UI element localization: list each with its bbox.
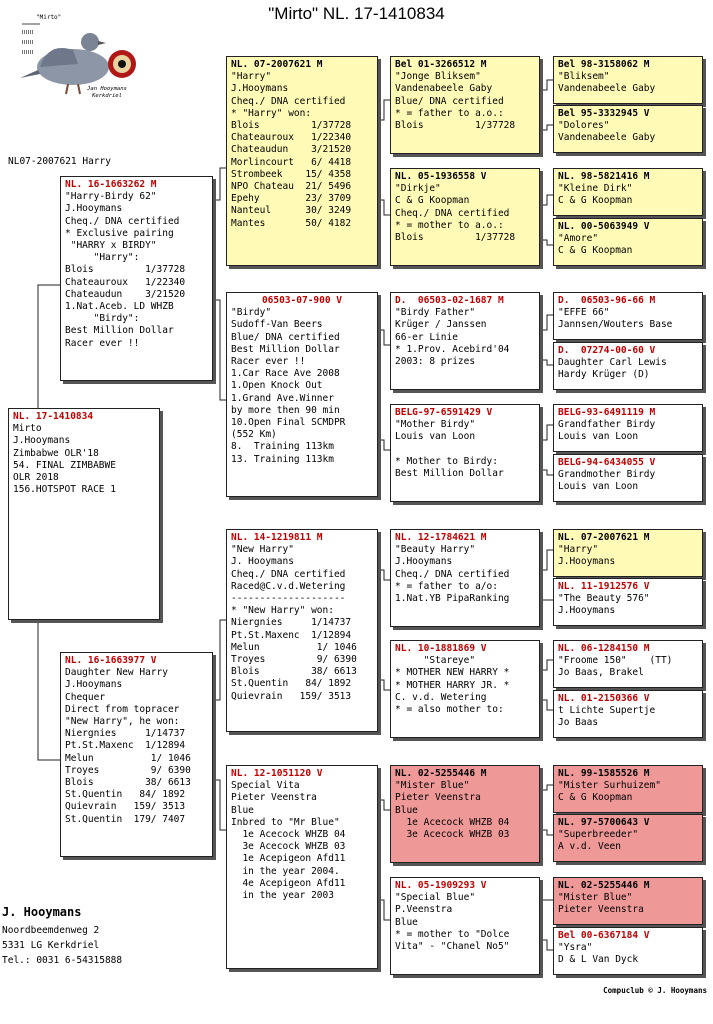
mff-lines bbox=[395, 544, 535, 605]
pedigree-line: Louis van Loon bbox=[558, 481, 639, 493]
pedigree-line: * MOTHER NEW HARRY * bbox=[395, 667, 510, 679]
g2-card bbox=[553, 105, 703, 153]
mmf-lines bbox=[395, 780, 535, 841]
pedigree-line: Raced@C.v.d.Wetering bbox=[231, 580, 346, 592]
g16-lines bbox=[558, 942, 698, 966]
pedigree-line: Niergnies 1/14737 bbox=[231, 617, 352, 629]
subject-card bbox=[8, 408, 160, 620]
pedigree-line: 1.Nat.YB PipaRanking bbox=[395, 593, 510, 605]
pedigree-line: 66-er Linie bbox=[395, 331, 458, 343]
pedigree-line: Blois 1/37728 bbox=[395, 120, 516, 132]
pedigree-line: Pt.St.Maxenc 1/12894 bbox=[231, 629, 352, 641]
logo-caption: Jan Hooymans Kerkdriel bbox=[87, 86, 127, 99]
pedigree-line: St.Quentin 84/ 1892 bbox=[65, 789, 186, 801]
pedigree-line: * = also mother to: bbox=[395, 704, 504, 716]
g11-ring-number: NL. 06-1284150 M bbox=[558, 643, 650, 654]
pedigree-line: Blue bbox=[395, 804, 418, 816]
g6-ring-number: D. 07274-00-60 V bbox=[558, 345, 656, 356]
pedigree-line: Chateaudun 3/21520 bbox=[65, 288, 186, 300]
mf-lines bbox=[231, 544, 373, 703]
pedigree-line: Blois 38/ 6613 bbox=[231, 666, 357, 678]
pedigree-line: J.Hooymans bbox=[13, 435, 71, 447]
pedigree-line: J.Hooymans bbox=[231, 83, 289, 95]
pedigree-line: 8. Training 113km bbox=[231, 441, 334, 453]
fmf-ring-number: D. 06503-02-1687 M bbox=[395, 295, 504, 306]
pedigree-line: Cheq./ DNA certified bbox=[395, 568, 510, 580]
pedigree-line: Louis van Loon bbox=[558, 431, 639, 443]
ff-ring-number: NL. 07-2007621 M bbox=[231, 59, 323, 70]
pedigree-line: Cheq./ DNA certified bbox=[395, 207, 510, 219]
g4-card bbox=[553, 218, 703, 266]
pedigree-line: Blois 38/ 6613 bbox=[65, 777, 191, 789]
mm-ring-number: NL. 12-1051120 V bbox=[231, 768, 323, 779]
fmm-lines bbox=[395, 419, 535, 480]
pedigree-line: Blue bbox=[395, 916, 418, 928]
ffm-card bbox=[390, 168, 540, 266]
pedigree-line: "Superbreeder" bbox=[558, 829, 639, 841]
pedigree-line: "Bliksem" bbox=[558, 71, 610, 83]
g9-ring-number: NL. 07-2007621 M bbox=[558, 532, 650, 543]
pedigree-line: Daughter New Harry bbox=[65, 667, 168, 679]
g6-card bbox=[553, 342, 703, 390]
pedigree-line: Blois 1/37728 bbox=[231, 120, 352, 132]
pedigree-line: * Mother to Birdy: bbox=[395, 455, 498, 467]
pedigree-line: "New Harry" bbox=[231, 544, 294, 556]
g13-card bbox=[553, 765, 703, 813]
pedigree-line: Racer ever !! bbox=[231, 356, 306, 368]
pedigree-line: 10.Open Final SCMDPR bbox=[231, 417, 346, 429]
pedigree-line: 13. Training 113km bbox=[231, 453, 334, 465]
fmf-card bbox=[390, 292, 540, 390]
pedigree-line: Chequer bbox=[65, 691, 106, 703]
subject-lines bbox=[13, 423, 155, 496]
pedigree-line: J.Hooymans bbox=[558, 556, 616, 568]
g6-lines bbox=[558, 357, 698, 381]
pedigree-line: Melun 1/ 1046 bbox=[231, 641, 357, 653]
pedigree-line: Epehy 23/ 3709 bbox=[231, 193, 352, 205]
pedigree-line: Troyes 9/ 6390 bbox=[231, 654, 357, 666]
pedigree-line: Grandfather Birdy bbox=[558, 419, 656, 431]
pedigree-line: * = father to a/o: bbox=[395, 580, 498, 592]
pedigree-line: Quievrain 159/ 3513 bbox=[65, 801, 186, 813]
g15-card bbox=[553, 877, 703, 925]
pedigree-line: Nanteul 30/ 3249 bbox=[231, 205, 352, 217]
g9-card bbox=[553, 529, 703, 577]
pedigree-line: Vandenabeele Gaby bbox=[558, 83, 656, 95]
pedigree-line: Jo Baas bbox=[558, 717, 599, 729]
pedigree-line: J.Hooymans bbox=[65, 679, 123, 691]
pedigree-line: Direct from topracer bbox=[65, 703, 180, 715]
fff-lines bbox=[395, 71, 535, 132]
logo-top-text: "Mirto" bbox=[36, 14, 62, 21]
pedigree-line: J.Hooymans bbox=[65, 203, 123, 215]
fmm-ring-number: BELG-97-6591429 V bbox=[395, 407, 493, 418]
pedigree-line: * = father to a.o.: bbox=[395, 107, 504, 119]
pedigree-line: NPO Chateau 21/ 5496 bbox=[231, 181, 352, 193]
g7-lines bbox=[558, 419, 698, 443]
breeder-address-line1: Noordbeemdenweg 2 bbox=[2, 925, 100, 936]
pedigree-line: "Harry-Birdy 62" bbox=[65, 191, 157, 203]
pedigree-line: "Stareye" bbox=[395, 655, 476, 667]
pedigree-line: Special Vita bbox=[231, 780, 300, 792]
ffm-lines bbox=[395, 183, 535, 244]
g1-ring-number: Bel 98-3158062 M bbox=[558, 59, 650, 70]
pedigree-line: 3e Acecock WHZB 03 bbox=[395, 829, 510, 841]
pedigree-line: Cheq./ DNA certified bbox=[65, 215, 180, 227]
pedigree-line: Zimbabwe OLR'18 bbox=[13, 447, 99, 459]
pedigree-line: 1.Grand Ave.Winner bbox=[231, 392, 334, 404]
pedigree-line: Cheq./ DNA certified bbox=[231, 95, 346, 107]
g15-ring-number: NL. 02-5255446 M bbox=[558, 880, 650, 891]
pedigree-line: Pt.St.Maxenc 1/12894 bbox=[65, 740, 186, 752]
pedigree-line: Best Million Dollar bbox=[65, 325, 174, 337]
mfm-card bbox=[390, 640, 540, 738]
fmm-card bbox=[390, 404, 540, 502]
mother-card bbox=[60, 652, 213, 857]
g1-card bbox=[553, 56, 703, 104]
pedigree-line: Jo Baas, Brakel bbox=[558, 667, 644, 679]
pedigree-line: * "New Harry" won: bbox=[231, 605, 334, 617]
pedigree-line: D & L Van Dyck bbox=[558, 954, 639, 966]
g4-ring-number: NL. 00-5063949 V bbox=[558, 221, 650, 232]
pedigree-line: Hardy Krüger (D) bbox=[558, 369, 650, 381]
pedigree-line: Quievrain 159/ 3513 bbox=[231, 690, 352, 702]
mfm-ring-number: NL. 10-1881869 V bbox=[395, 643, 487, 654]
pedigree-line bbox=[395, 444, 535, 456]
breeder-phone: Tel.: 0031 6-54315888 bbox=[2, 955, 123, 966]
g16-ring-number: Bel 00-6367184 V bbox=[558, 930, 650, 941]
pedigree-line: in the year 2004. bbox=[231, 865, 340, 877]
pedigree-line: A v.d. Veen bbox=[558, 841, 621, 853]
pedigree-line: Pieter Veenstra bbox=[395, 792, 481, 804]
pedigree-line: * = mother to "Dolce bbox=[395, 928, 510, 940]
g13-lines bbox=[558, 780, 698, 804]
g11-lines bbox=[558, 655, 698, 679]
mother-ring-number: NL. 16-1663977 V bbox=[65, 655, 157, 666]
g10-ring-number: NL. 11-1912576 V bbox=[558, 581, 650, 592]
pedigree-line: Vandenabeele Gaby bbox=[558, 132, 656, 144]
pedigree-line: Pieter Veenstra bbox=[231, 792, 317, 804]
pedigree-line: (552 Km) bbox=[231, 429, 277, 441]
pedigree-line: * "Harry" won: bbox=[231, 107, 312, 119]
pedigree-line: 1e Acecock WHZB 04 bbox=[395, 816, 510, 828]
pedigree-line: C & G Koopman bbox=[395, 195, 470, 207]
pedigree-line: Sudoff-Van Beers bbox=[231, 319, 323, 331]
g8-card bbox=[553, 454, 703, 502]
fm-ring-number: 06503-07-900 V bbox=[261, 295, 343, 306]
pedigree-line: OLR 2018 bbox=[13, 472, 59, 484]
g2-lines bbox=[558, 120, 698, 144]
g11-card bbox=[553, 640, 703, 688]
pedigree-line: "Amore" bbox=[558, 233, 599, 245]
pedigree-line: "Kleine Dirk" bbox=[558, 183, 633, 195]
pedigree-line: 1e Acepigeon Afd11 bbox=[231, 853, 346, 865]
g8-ring-number: BELG-94-6434055 V bbox=[558, 457, 656, 468]
pedigree-line: "HARRY x BIRDY" bbox=[65, 240, 157, 252]
father-ring-number: NL. 16-1663262 M bbox=[65, 179, 157, 190]
pedigree-line: Morlincourt 6/ 4418 bbox=[231, 156, 352, 168]
g14-lines bbox=[558, 829, 698, 853]
g14-ring-number: NL. 97-5700643 V bbox=[558, 817, 650, 828]
pedigree-line: 156.HOTSPOT RACE 1 bbox=[13, 484, 116, 496]
g15-lines bbox=[558, 892, 698, 916]
pedigree-line: Best Million Dollar bbox=[395, 468, 504, 480]
pedigree-line: "Mother Birdy" bbox=[395, 419, 476, 431]
pedigree-line: P.Veenstra bbox=[395, 904, 453, 916]
mff-ring-number: NL. 12-1784621 M bbox=[395, 532, 487, 543]
g5-card bbox=[553, 292, 703, 340]
pedigree-line: in the year 2003 bbox=[231, 890, 334, 902]
pedigree-line: "Birdy" bbox=[231, 307, 272, 319]
pedigree-line: Blois 1/37728 bbox=[395, 232, 516, 244]
g12-lines bbox=[558, 705, 698, 729]
mmf-card bbox=[390, 765, 540, 863]
pedigree-line: J.Hooymans bbox=[395, 556, 453, 568]
pedigree-line: "The Beauty 576" bbox=[558, 593, 650, 605]
pedigree-line: * MOTHER HARRY JR. * bbox=[395, 679, 510, 691]
g1-lines bbox=[558, 71, 698, 95]
pedigree-line: Pieter Veenstra bbox=[558, 904, 644, 916]
fff-ring-number: Bel 01-3266512 M bbox=[395, 59, 487, 70]
pedigree-line: "Jonge Bliksem" bbox=[395, 71, 481, 83]
pedigree-line: Troyes 9/ 6390 bbox=[65, 764, 191, 776]
mf-card bbox=[226, 529, 378, 732]
mm-lines bbox=[231, 780, 373, 902]
fm-lines bbox=[231, 307, 373, 466]
pedigree-line: Inbred to "Mr Blue" bbox=[231, 816, 340, 828]
mf-ring-number: NL. 14-1219811 M bbox=[231, 532, 323, 543]
fff-card bbox=[390, 56, 540, 154]
pedigree-line: 1.Nat.Aceb. LD WHZB bbox=[65, 301, 174, 313]
pedigree-line: Cheq./ DNA certified bbox=[231, 568, 346, 580]
g7-ring-number: BELG-93-6491119 M bbox=[558, 407, 656, 418]
pedigree-line: "Harry" bbox=[231, 71, 272, 83]
pedigree-line: * Exclusive pairing bbox=[65, 227, 174, 239]
page-title: "Mirto" NL. 17-1410834 bbox=[268, 4, 445, 23]
copyright-credit: Compuclub © J. Hooymans bbox=[603, 986, 707, 995]
mff-card bbox=[390, 529, 540, 627]
pedigree-line: * 1.Prov. Acebird'04 bbox=[395, 343, 510, 355]
pedigree-line: Jannsen/Wouters Base bbox=[558, 319, 673, 331]
pedigree-line: Chateauroux 1/22340 bbox=[65, 276, 186, 288]
pedigree-line: Mantes 50/ 4182 bbox=[231, 217, 352, 229]
link-id: NL07-2007621 Harry bbox=[8, 156, 111, 167]
pedigree-line: t Lichte Supertje bbox=[558, 705, 656, 717]
pedigree-line: C. v.d. Wetering bbox=[395, 691, 487, 703]
pedigree-line: 1.Open Knock Out bbox=[231, 380, 323, 392]
ffm-ring-number: NL. 05-1936558 V bbox=[395, 171, 487, 182]
pedigree-line: Grandmother Birdy bbox=[558, 469, 656, 481]
pedigree-line: "Mister Blue" bbox=[558, 892, 633, 904]
g3-ring-number: NL. 98-5821416 M bbox=[558, 171, 650, 182]
pedigree-line: "Dirkje" bbox=[395, 183, 441, 195]
pedigree-line: Louis van Loon bbox=[395, 431, 476, 443]
pedigree-line: Chateauroux 1/22340 bbox=[231, 132, 352, 144]
pedigree-line: "Harry" bbox=[558, 544, 599, 556]
pedigree-line: "Mister Blue" bbox=[395, 780, 470, 792]
pedigree-line: "Froome 150" (TT) bbox=[558, 655, 673, 667]
g13-ring-number: NL. 99-1585526 M bbox=[558, 768, 650, 779]
pedigree-line: Blue bbox=[231, 804, 254, 816]
mother-lines bbox=[65, 667, 208, 826]
pedigree-line: Racer ever !! bbox=[65, 337, 140, 349]
pedigree-line: "Dolores" bbox=[558, 120, 610, 132]
pedigree-line: Blue/ DNA certified bbox=[231, 331, 340, 343]
g16-card bbox=[553, 927, 703, 975]
pedigree-line: Krüger / Janssen bbox=[395, 319, 487, 331]
pedigree-line: 54. FINAL ZIMBABWE bbox=[13, 459, 116, 471]
pedigree-line: Vandenabeele Gaby bbox=[395, 83, 493, 95]
pedigree-line: "Special Blue" bbox=[395, 892, 476, 904]
pedigree-line: "Birdy Father" bbox=[395, 307, 476, 319]
pedigree-line: * = mother to a.o.: bbox=[395, 219, 504, 231]
pedigree-line: 2003: 8 prizes bbox=[395, 356, 476, 368]
g5-ring-number: D. 06503-96-66 M bbox=[558, 295, 656, 306]
pedigree-line: C & G Koopman bbox=[558, 792, 633, 804]
pedigree-line: Vita" - "Chanel No5" bbox=[395, 941, 510, 953]
pedigree-line: "New Harry", he won: bbox=[65, 716, 180, 728]
father-lines bbox=[65, 191, 208, 350]
mmm-card bbox=[390, 877, 540, 975]
g4-lines bbox=[558, 233, 698, 257]
pedigree-line: "EFFE 66" bbox=[558, 307, 610, 319]
pedigree-line: "Birdy": bbox=[65, 313, 140, 325]
pedigree-line: Niergnies 1/14737 bbox=[65, 728, 186, 740]
g10-lines bbox=[558, 593, 698, 617]
pedigree-line: J. Hooymans bbox=[231, 556, 294, 568]
pedigree-line: by more then 90 min bbox=[231, 404, 340, 416]
pedigree-line: J.Hooymans bbox=[558, 605, 616, 617]
pedigree-line: 3e Acecock WHZB 03 bbox=[231, 841, 346, 853]
pedigree-line: 1e Acecock WHZB 04 bbox=[231, 829, 346, 841]
breeder-name: J. Hooymans bbox=[2, 905, 82, 919]
mmf-ring-number: NL. 02-5255446 M bbox=[395, 768, 487, 779]
mmm-ring-number: NL. 05-1909293 V bbox=[395, 880, 487, 891]
g12-ring-number: NL. 01-2150366 V bbox=[558, 693, 650, 704]
pedigree-line: -------------------- bbox=[231, 593, 346, 605]
pedigree-line: St.Quentin 84/ 1892 bbox=[231, 678, 352, 690]
pedigree-line: C & G Koopman bbox=[558, 195, 633, 207]
pedigree-line: Daughter Carl Lewis bbox=[558, 357, 667, 369]
g10-card bbox=[553, 578, 703, 626]
pedigree-line: "Mister Surhuizem" bbox=[558, 780, 661, 792]
ff-card bbox=[226, 56, 378, 266]
mfm-lines bbox=[395, 655, 535, 716]
mmm-lines bbox=[395, 892, 535, 953]
g5-lines bbox=[558, 307, 698, 331]
g14-card bbox=[553, 814, 703, 862]
g12-card bbox=[553, 690, 703, 738]
g9-lines bbox=[558, 544, 698, 568]
pedigree-line: Blois 1/37728 bbox=[65, 264, 186, 276]
mm-card bbox=[226, 765, 378, 969]
fm-card bbox=[226, 292, 378, 497]
pedigree-line: 4e Acepigeon Afd11 bbox=[231, 877, 346, 889]
pedigree-line: St.Quentin 179/ 7407 bbox=[65, 813, 186, 825]
pedigree-line: "Beauty Harry" bbox=[395, 544, 476, 556]
pedigree-line: Mirto bbox=[13, 423, 42, 435]
g7-card bbox=[553, 404, 703, 452]
ff-lines bbox=[231, 71, 373, 230]
breeder-address-line2: 5331 LG Kerkdriel bbox=[2, 940, 100, 951]
pedigree-line: Best Million Dollar bbox=[231, 343, 340, 355]
pedigree-line: 1.Car Race Ave 2008 bbox=[231, 368, 340, 380]
g3-card bbox=[553, 168, 703, 216]
subject-ring-number: NL. 17-1410834 bbox=[13, 411, 94, 422]
pedigree-line: Strombeek 15/ 4358 bbox=[231, 168, 352, 180]
pedigree-line: "Ysra" bbox=[558, 942, 593, 954]
father-card bbox=[60, 176, 213, 381]
pedigree-line: C & G Koopman bbox=[558, 245, 633, 257]
g3-lines bbox=[558, 183, 698, 207]
fmf-lines bbox=[395, 307, 535, 368]
g2-ring-number: Bel 95-3332945 V bbox=[558, 108, 650, 119]
pedigree-line: Blue/ DNA certified bbox=[395, 95, 504, 107]
pedigree-line: "Harry": bbox=[65, 252, 140, 264]
pedigree-line: Melun 1/ 1046 bbox=[65, 752, 191, 764]
g8-lines bbox=[558, 469, 698, 493]
pedigree-line: Chateaudun 3/21520 bbox=[231, 144, 352, 156]
